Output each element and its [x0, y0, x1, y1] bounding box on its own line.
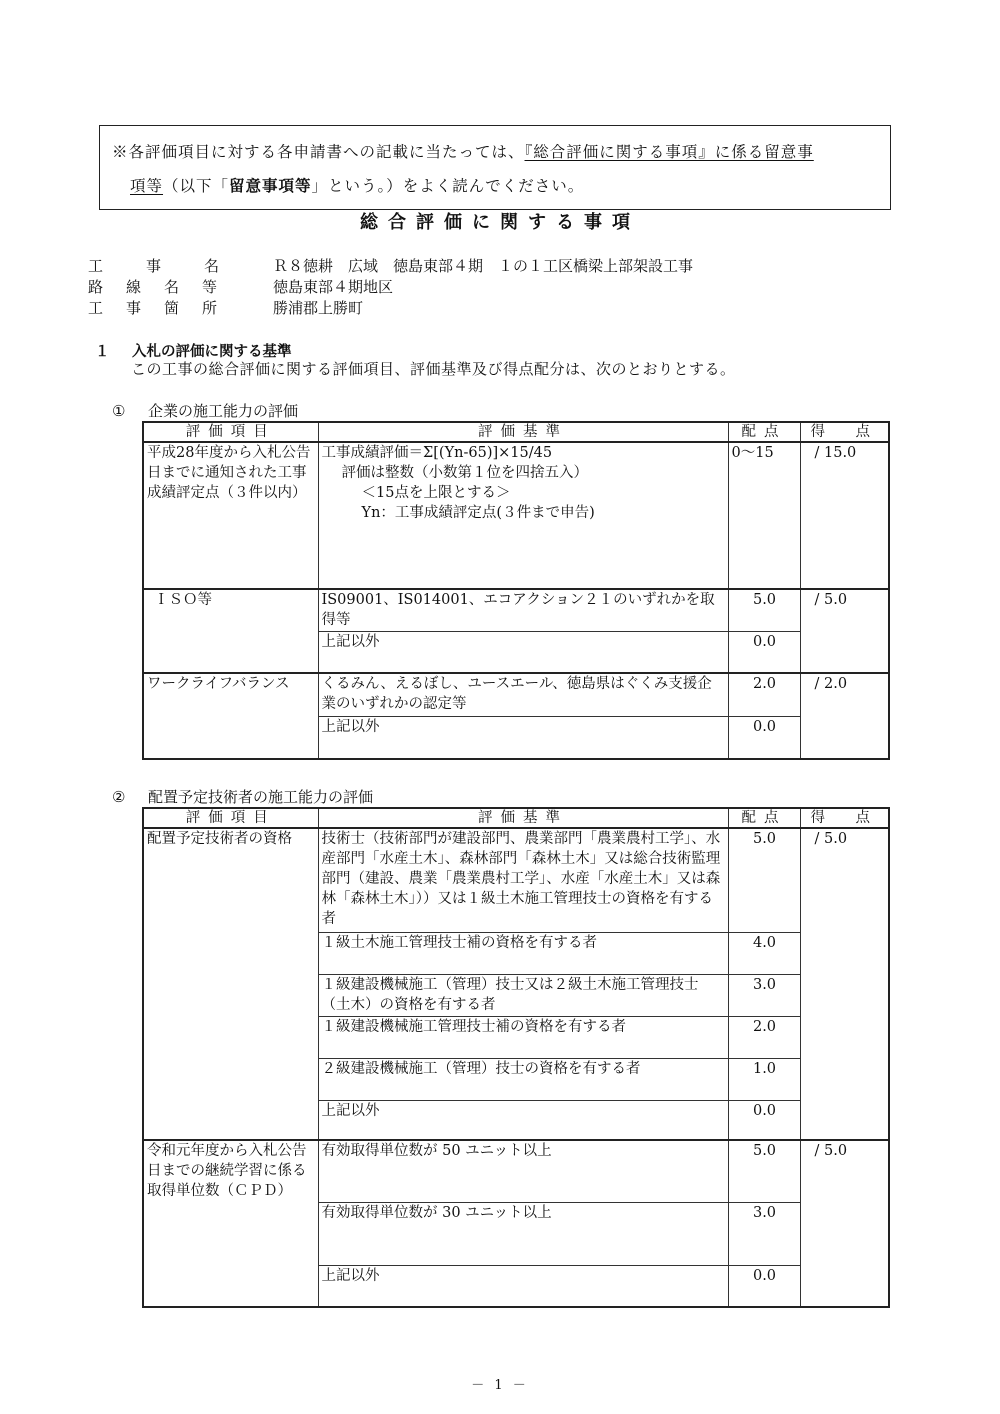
notice-line-1 [112, 136, 882, 169]
header-criteria: 評価基準 [318, 422, 728, 442]
points-cell: 5.0 [728, 589, 800, 631]
notice-text: （以下「 [163, 177, 230, 195]
criteria-cell: IS09001、IS014001、エコアクション２１のいずれかを取得等 [318, 589, 728, 631]
info-value: 徳島東部４期地区 [273, 278, 394, 296]
engineer-evaluation-table [142, 807, 890, 1308]
section-heading: １ 入札の評価に関する基準 [95, 344, 292, 360]
info-label: 工 事 箇 所 [88, 299, 219, 317]
score-cell: / 5.0 [800, 828, 889, 1140]
criteria-cell: 上記以外 [318, 1100, 728, 1140]
info-value: Ｒ８徳耕 広域 徳島東部４期 １の１工区橋梁上部架設工事 [273, 257, 694, 275]
info-row-project-name [88, 256, 693, 277]
notice-underlined-text: 『総合評価に関する事項』に係る留意事 [524, 143, 814, 161]
table-row [143, 1140, 889, 1202]
score-cell: / 2.0 [800, 673, 889, 759]
notice-bold-text: 留意事項等 [229, 176, 312, 195]
info-row-route [88, 277, 693, 298]
info-label: 路 線 名 等 [88, 278, 219, 296]
criteria-cell: 有効取得単位数が 50 ユニット以上 [318, 1140, 728, 1202]
points-cell: 1.0 [728, 1058, 800, 1100]
notice-text: ※各評価項目に対する各申請書への記載に当たっては、 [112, 143, 525, 161]
criteria-cell: １級土木施工管理技士補の資格を有する者 [318, 932, 728, 974]
points-cell: 3.0 [728, 1202, 800, 1265]
header-score: 得 点 [800, 422, 889, 442]
points-cell: 2.0 [728, 1016, 800, 1058]
section-intro: この工事の総合評価に関する評価項目、評価基準及び得点配分は、次のとおりとする。 [131, 360, 736, 378]
info-label: 工 事 名 [88, 257, 221, 275]
table-header-row [143, 808, 889, 828]
header-criteria: 評価基準 [318, 808, 728, 828]
score-cell: / 5.0 [800, 1140, 889, 1307]
criteria-cell: 有効取得単位数が 30 ユニット以上 [318, 1202, 728, 1265]
points-cell: 2.0 [728, 673, 800, 716]
table-row [143, 589, 889, 631]
criteria-cell: ２級建設機械施工（管理）技士の資格を有する者 [318, 1058, 728, 1100]
item-cell: 平成28年度から入札公告日までに通知された工事成績評定点（３件以内） [143, 442, 318, 589]
points-cell: 3.0 [728, 974, 800, 1016]
criteria-cell: 上記以外 [318, 716, 728, 759]
item-cell: ＩＳＯ等 [143, 589, 318, 673]
points-cell: 0.0 [728, 716, 800, 759]
table-row [143, 442, 889, 589]
subsection-2-heading: ② 配置予定技術者の施工能力の評価 [112, 788, 374, 806]
project-info [88, 256, 693, 319]
header-item: 評価項目 [143, 422, 318, 442]
points-cell: 4.0 [728, 932, 800, 974]
page-title: 総合評価に関する事項 [360, 212, 640, 233]
subsection-1-heading: ① 企業の施工能力の評価 [112, 402, 299, 420]
points-cell: 0～15 [728, 442, 800, 589]
header-item: 評価項目 [143, 808, 318, 828]
table-row [143, 673, 889, 716]
points-cell: 0.0 [728, 1100, 800, 1140]
points-cell: 5.0 [728, 828, 800, 932]
notice-line-2 [112, 169, 882, 203]
criteria-cell: 工事成績評価＝Σ[(Yn-65)]×15/45 評価は整数（小数第１位を四捨五入） ＜15点を上限とする＞ Yn：工事成績評定点(３件まで申告) [318, 442, 728, 589]
header-points: 配点 [728, 808, 800, 828]
criteria-cell: 上記以外 [318, 631, 728, 673]
notice-underlined-text: 項等 [130, 177, 164, 195]
header-points: 配点 [728, 422, 800, 442]
criteria-cell: 上記以外 [318, 1265, 728, 1307]
criteria-cell: １級建設機械施工管理技士補の資格を有する者 [318, 1016, 728, 1058]
item-cell: 令和元年度から入札公告日までの継続学習に係る取得単位数（ＣＰＤ） [143, 1140, 318, 1307]
notice-text: 」という。）をよく読んでください。 [311, 177, 585, 195]
criteria-cell: くるみん、えるぼし、ユースエール、徳島県はぐくみ支援企業のいずれかの認定等 [318, 673, 728, 716]
score-cell: / 15.0 [800, 442, 889, 589]
item-cell: 配置予定技術者の資格 [143, 828, 318, 1140]
header-score: 得 点 [800, 808, 889, 828]
table-header-row [143, 422, 889, 442]
company-evaluation-table [142, 421, 890, 760]
points-cell: 0.0 [728, 1265, 800, 1307]
criteria-cell: １級建設機械施工（管理）技士又は２級土木施工管理技士（土木）の資格を有する者 [318, 974, 728, 1016]
points-cell: 0.0 [728, 631, 800, 673]
points-cell: 5.0 [728, 1140, 800, 1202]
score-cell: / 5.0 [800, 589, 889, 673]
info-row-location [88, 298, 693, 319]
info-value: 勝浦郡上勝町 [273, 299, 364, 317]
table-row [143, 828, 889, 932]
criteria-cell: 技術士（技術部門が建設部門、農業部門「農業農村工学」、水産部門「水産土木」、森林部門「森林土木」又は総合技術監理部門（建設、農業「農業農村工学」、水産「水産土木」又は森林「森林土木」））又は１級土木施工管理技士の資格を有する者 [318, 828, 728, 932]
item-cell: ワークライフバランス [143, 673, 318, 759]
page-number: － 1 － [471, 1378, 529, 1393]
notice-box [99, 125, 891, 210]
